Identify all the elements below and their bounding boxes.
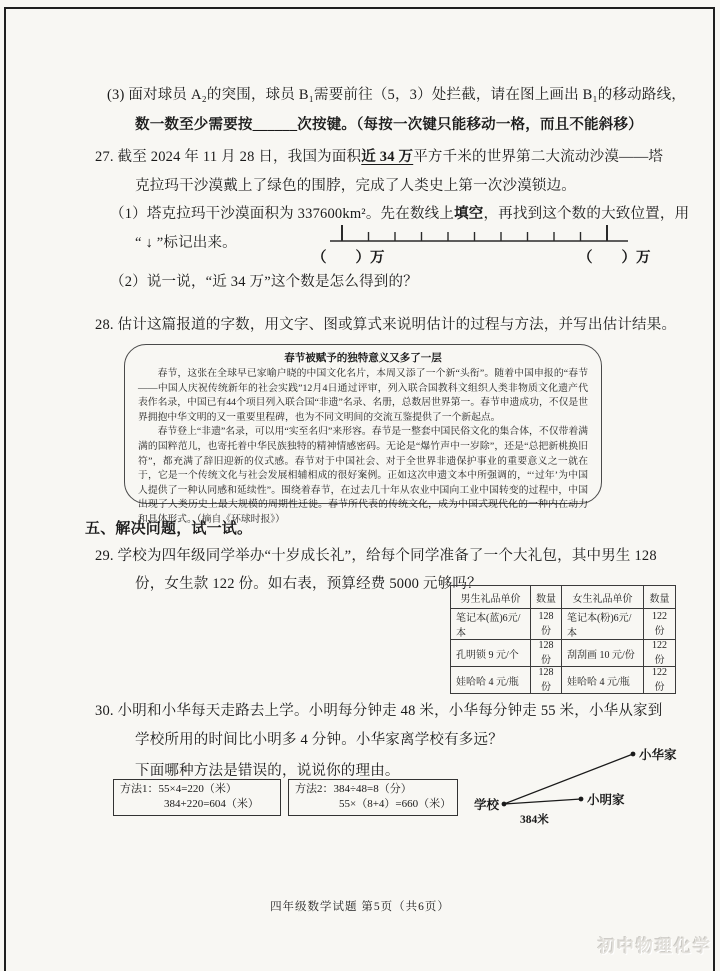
q28-prompt-text: 28. 估计这篇报道的字数，用文字、图或算式来说明估计的过程与方法，并写出估计结果。 (95, 317, 677, 333)
cell-girls-qty-2: 122 份 (644, 640, 676, 667)
q27-sub1-bold: 填空 (454, 206, 484, 222)
header-girls-qty: 数量 (644, 586, 676, 609)
cell-girls-item-2: 刮刮画 10 元/份 (562, 640, 644, 667)
q27-underlined-number: 近 34 万 (361, 149, 414, 165)
q30-text1: 30. 小明和小华每天走路去上学。小明每分钟走 48 米，小华每分钟走 55 米，小华从家到 (95, 703, 663, 719)
table-row (451, 667, 676, 694)
article-paragraph-1: 春节，这张在全球早已家喻户晓的中国文化名片，本周又添了一个新“头衔”。随着中国申报的“春节——中国人庆祝传统新年的社会实践”12月4日通过评审，列入联合国教科文组织人类非物质文化遗产代表作名录，中国已有44个项目列入联合国“非遗”名录、名册，总数居世界第一。春节申遗成功，不仅是世界拥抱中华文明的又一重要里程碑，也为不同文明间的交流互鉴提供了一个新起点。 (138, 368, 588, 423)
q27-sub1-line2 (135, 233, 237, 253)
header-boys-qty: 数量 (531, 586, 562, 609)
method-1-line1 (120, 782, 274, 797)
q27-sub1-post: ，再找到这个数的大致位置，用 (483, 206, 690, 222)
method-1-expression2: 384+220=604（米） (164, 798, 259, 810)
distance-label: 384米 (520, 814, 549, 826)
method-1-line2 (120, 797, 274, 812)
xiaoming-home-dot (579, 797, 584, 802)
article-title: 春节被赋予的独特意义又多了一层 (284, 353, 442, 364)
article-paragraph-2: 春节登上“非遗”名录，可以用“实至名归”来形容。春节是一整套中国民俗文化的集合体，不仅带着满满的国粹范儿，也寄托着中华民族独特的精神情感密码。无论是“爆竹声中一岁除”，还是“总把新桃换旧符”，都充满了辞旧迎新的仪式感。春节对于中国社会、对于全世界非遗保护事业的重要意义之一就在于，它是一个传统文化与社会发展相辅相成的很好案例。正如这次申遗文本中所强调的，“‘过年’为中国人提供了一种认同感和延续性”。围绕着春节，在过去几十年从农业中国向工业中国转变的过程中，中国出现了人类历史上最大规模的周期性迁徙。春节所代表的传统文化，成为中国式现代化的一种内在动力和具体形式。（摘自《环球时报》） (138, 426, 588, 525)
method-1-label: 方法1： (120, 783, 159, 795)
method-1-expression1: 55×4=220（米） (158, 783, 237, 795)
school-label: 学校 (473, 798, 499, 812)
xiaohua-home-label: 小华家 (639, 748, 677, 762)
q28-prompt (95, 315, 676, 335)
q27-line1 (95, 147, 663, 167)
right-blank-label: （ ）万 (578, 250, 651, 266)
q27-sub1-line1 (110, 204, 689, 224)
school-dot (502, 802, 507, 807)
cell-boys-item-2: 孔明锁 9 元/个 (451, 640, 531, 667)
q27-sub2 (110, 272, 418, 292)
method-2-expression1: 384÷48=8（分） (333, 783, 412, 795)
method-1-box (113, 779, 281, 816)
q27-text-post: 平方千米的世界第二大流动沙漠——塔 (413, 149, 664, 165)
number-line-right-label (578, 246, 651, 267)
q26-3-line2 (135, 115, 643, 135)
cell-boys-item-3: 娃哈哈 4 元/瓶 (451, 667, 531, 694)
q30-text2: 学校所用的时间比小明多 4 分钟。小华家离学校有多远？ (135, 732, 503, 748)
table-row (451, 609, 676, 640)
method-2-line2 (295, 797, 451, 812)
cell-girls-item-1: 笔记本(粉)6元/本 (562, 609, 644, 640)
cell-girls-qty-1: 122 份 (644, 609, 676, 640)
method-2-box (288, 779, 458, 816)
q30-line1 (95, 701, 662, 721)
q27-sub1-pre: （1）塔克拉玛干沙漠面积为 337600km²。先在数线上 (110, 206, 455, 222)
section-5-title: 五、解决问题，试一试。 (85, 521, 253, 537)
q29-text1: 29. 学校为四年级同学举办“十岁成长礼”，给每个同学准备了一个大礼包，其中男生 128 (95, 548, 657, 564)
q27-text-pre: 27. 截至 2024 年 11 月 28 日，我国为面积 (95, 149, 362, 165)
q27-arrow-instruction: “ ↓ ”标记出来。 (135, 235, 237, 251)
q27-sub2-text: （2）说一说，“近 34 万”这个数是怎么得到的？ (110, 274, 418, 290)
cell-girls-item-3: 娃哈哈 4 元/瓶 (562, 667, 644, 694)
xiaoming-home-label: 小明家 (587, 793, 625, 807)
q26-3-line1 (107, 85, 686, 105)
q30-line3 (135, 761, 400, 781)
cell-boys-qty-1: 128 份 (531, 609, 562, 640)
cell-boys-qty-3: 128 份 (531, 667, 562, 694)
method-2-line1 (295, 782, 451, 797)
method-2-expression2: 55×（8+4）=660（米） (339, 798, 452, 810)
footer-text: 四年级数学试题 第5页（共6页） (270, 901, 450, 913)
q28-article-box (124, 344, 602, 525)
table-row (451, 640, 676, 667)
q30-text3: 下面哪种方法是错误的，说说你的理由。 (135, 763, 400, 779)
method-2-label: 方法2： (295, 783, 334, 795)
cell-boys-qty-2: 128 份 (531, 640, 562, 667)
section-5-heading (85, 519, 252, 539)
route-diagram (445, 738, 695, 833)
q27-text-line2: 克拉玛干沙漠戴上了绿色的围脖，完成了人类史上第一次沙漠锁边。 (135, 178, 576, 194)
cell-boys-item-1: 笔记本(蓝)6元/本 (451, 609, 531, 640)
q27-line2 (135, 176, 576, 196)
watermark-text: 初中物理化学 (598, 937, 712, 956)
page-footer (0, 898, 720, 914)
q26-3-text2: 数一数至少需要按______次按键。（每按一次键只能移动一格，而且不能斜移） (135, 117, 643, 133)
xiaohua-home-dot (631, 752, 636, 757)
cell-girls-qty-3: 122 份 (644, 667, 676, 694)
q29-line1 (95, 546, 657, 566)
header-girls-item: 女生礼品单价 (562, 586, 644, 609)
q26-3-text: (3) 面对球员 A₂的突围，球员 B₁需要前往（5，3）处拦截，请在图上画出 B₁的移动路线， (107, 87, 686, 103)
q29-line2 (135, 574, 482, 594)
table-header-row (451, 586, 676, 609)
gift-price-table (450, 585, 676, 694)
watermark (598, 932, 712, 957)
header-boys-item: 男生礼品单价 (451, 586, 531, 609)
left-blank-label: （ ）万 (312, 250, 385, 266)
q29-text2: 份，女生款 122 份。如右表，预算经费 5000 元够吗？ (135, 576, 482, 592)
number-line-left-label (312, 246, 385, 267)
